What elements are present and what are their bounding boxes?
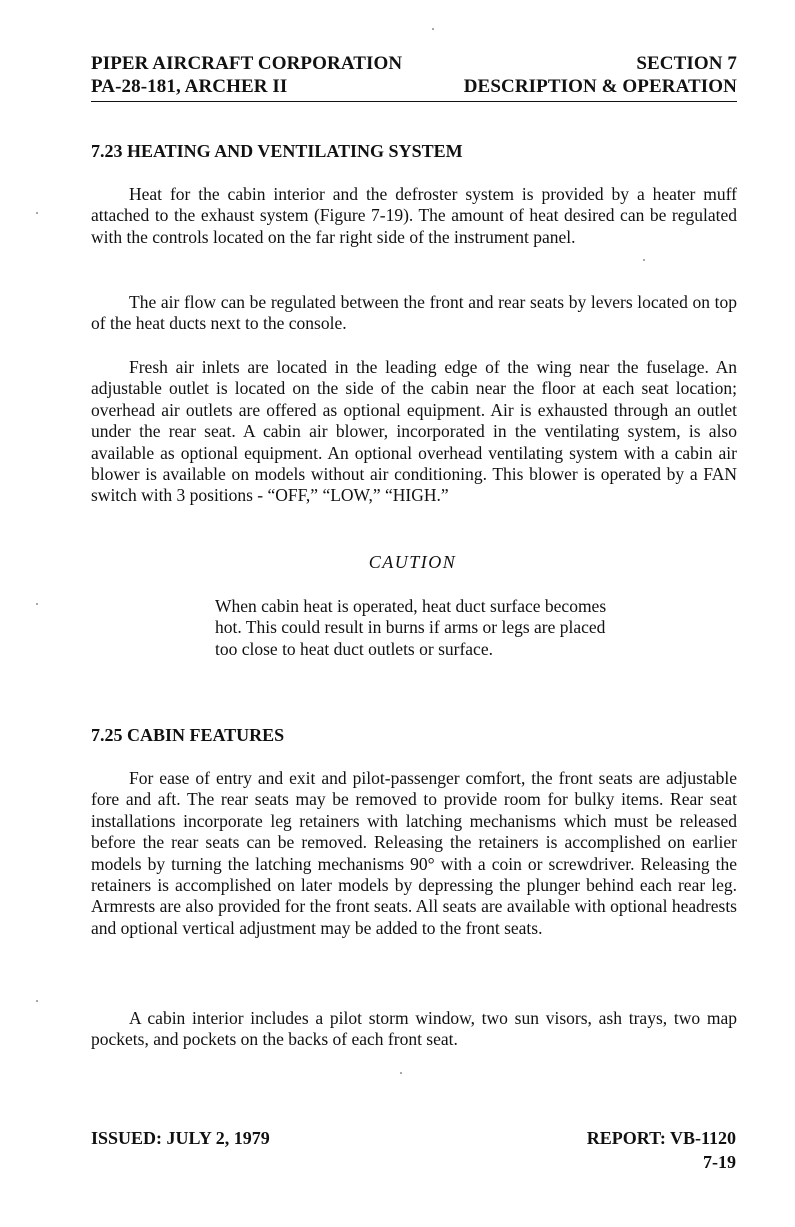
section-heading-heating: 7.23 HEATING AND VENTILATING SYSTEM xyxy=(91,141,463,161)
paragraph-air-flow: The air flow can be regulated between the front and rear seats by levers located on top of the heat ducts next to the console. xyxy=(91,292,737,334)
paragraph-heat-source: Heat for the cabin interior and the defroster system is provided by a heater muff attached to the exhaust system (Figure 7-19). The amount of heat desired can be regulated with the controls located on the far right side of the instrument panel. xyxy=(91,184,737,247)
header-model: PA-28-181, ARCHER II xyxy=(91,76,288,97)
section-heading-cabin-features: 7.25 CABIN FEATURES xyxy=(91,725,285,745)
footer-page-number: 7-19 xyxy=(703,1152,736,1172)
header-section: SECTION 7 xyxy=(636,53,737,74)
paragraph-seats: For ease of entry and exit and pilot-passenger comfort, the front seats are adjustable fore and aft. The rear seats may be removed to provide room for bulky items. Rear seat installations incorporate leg retainers with latching mechanisms which must be released before the rear seats can be removed. Releasing the retainers is accomplished on earlier models by turning the latching mechanisms 90° with a coin or screwdriver. Releasing the retainers is accomplished on later models by depressing the plunger behind each rear leg. Armrests are also provided for the front seats. All seats are available with optional headrests and optional vertical adjustment may be added to the front seats. xyxy=(91,768,737,938)
header-rule xyxy=(91,101,737,102)
footer-issued-date: ISSUED: JULY 2, 1979 xyxy=(91,1128,270,1148)
header-row-1 xyxy=(91,53,737,75)
scan-speck xyxy=(36,1000,38,1002)
header-company: PIPER AIRCRAFT CORPORATION xyxy=(91,53,403,74)
caution-text: When cabin heat is operated, heat duct surface becomes hot. This could result in burns if arms or legs are placed too close to heat duct outlets or surface. xyxy=(215,596,607,659)
scan-speck xyxy=(432,28,434,30)
scan-speck xyxy=(36,603,38,605)
header-chapter: DESCRIPTION & OPERATION xyxy=(463,76,737,97)
scan-speck xyxy=(36,212,38,214)
footer-report-number: REPORT: VB-1120 xyxy=(586,1128,736,1148)
scan-speck xyxy=(643,259,645,261)
paragraph-fresh-air: Fresh air inlets are located in the leading edge of the wing near the fuselage. An adjustable outlet is located on the side of the cabin near the floor at each seat location; overhead air outlets are offered as optional equipment. Air is exhausted through an outlet under the rear seat. A cabin air blower, incorporated in the ventilating system, is also available as optional equipment. An optional overhead ventilating system with a cabin air blower is available on models without air conditioning. This blower is operated by a FAN switch with 3 positions - “OFF,” “LOW,” “HIGH.” xyxy=(91,357,737,506)
paragraph-cabin-interior: A cabin interior includes a pilot storm window, two sun visors, ash trays, two map pockets, and pockets on the backs of each front seat. xyxy=(91,1008,737,1050)
scan-speck xyxy=(400,1072,402,1074)
caution-title: CAUTION xyxy=(368,552,457,572)
header-row-2 xyxy=(91,76,737,98)
